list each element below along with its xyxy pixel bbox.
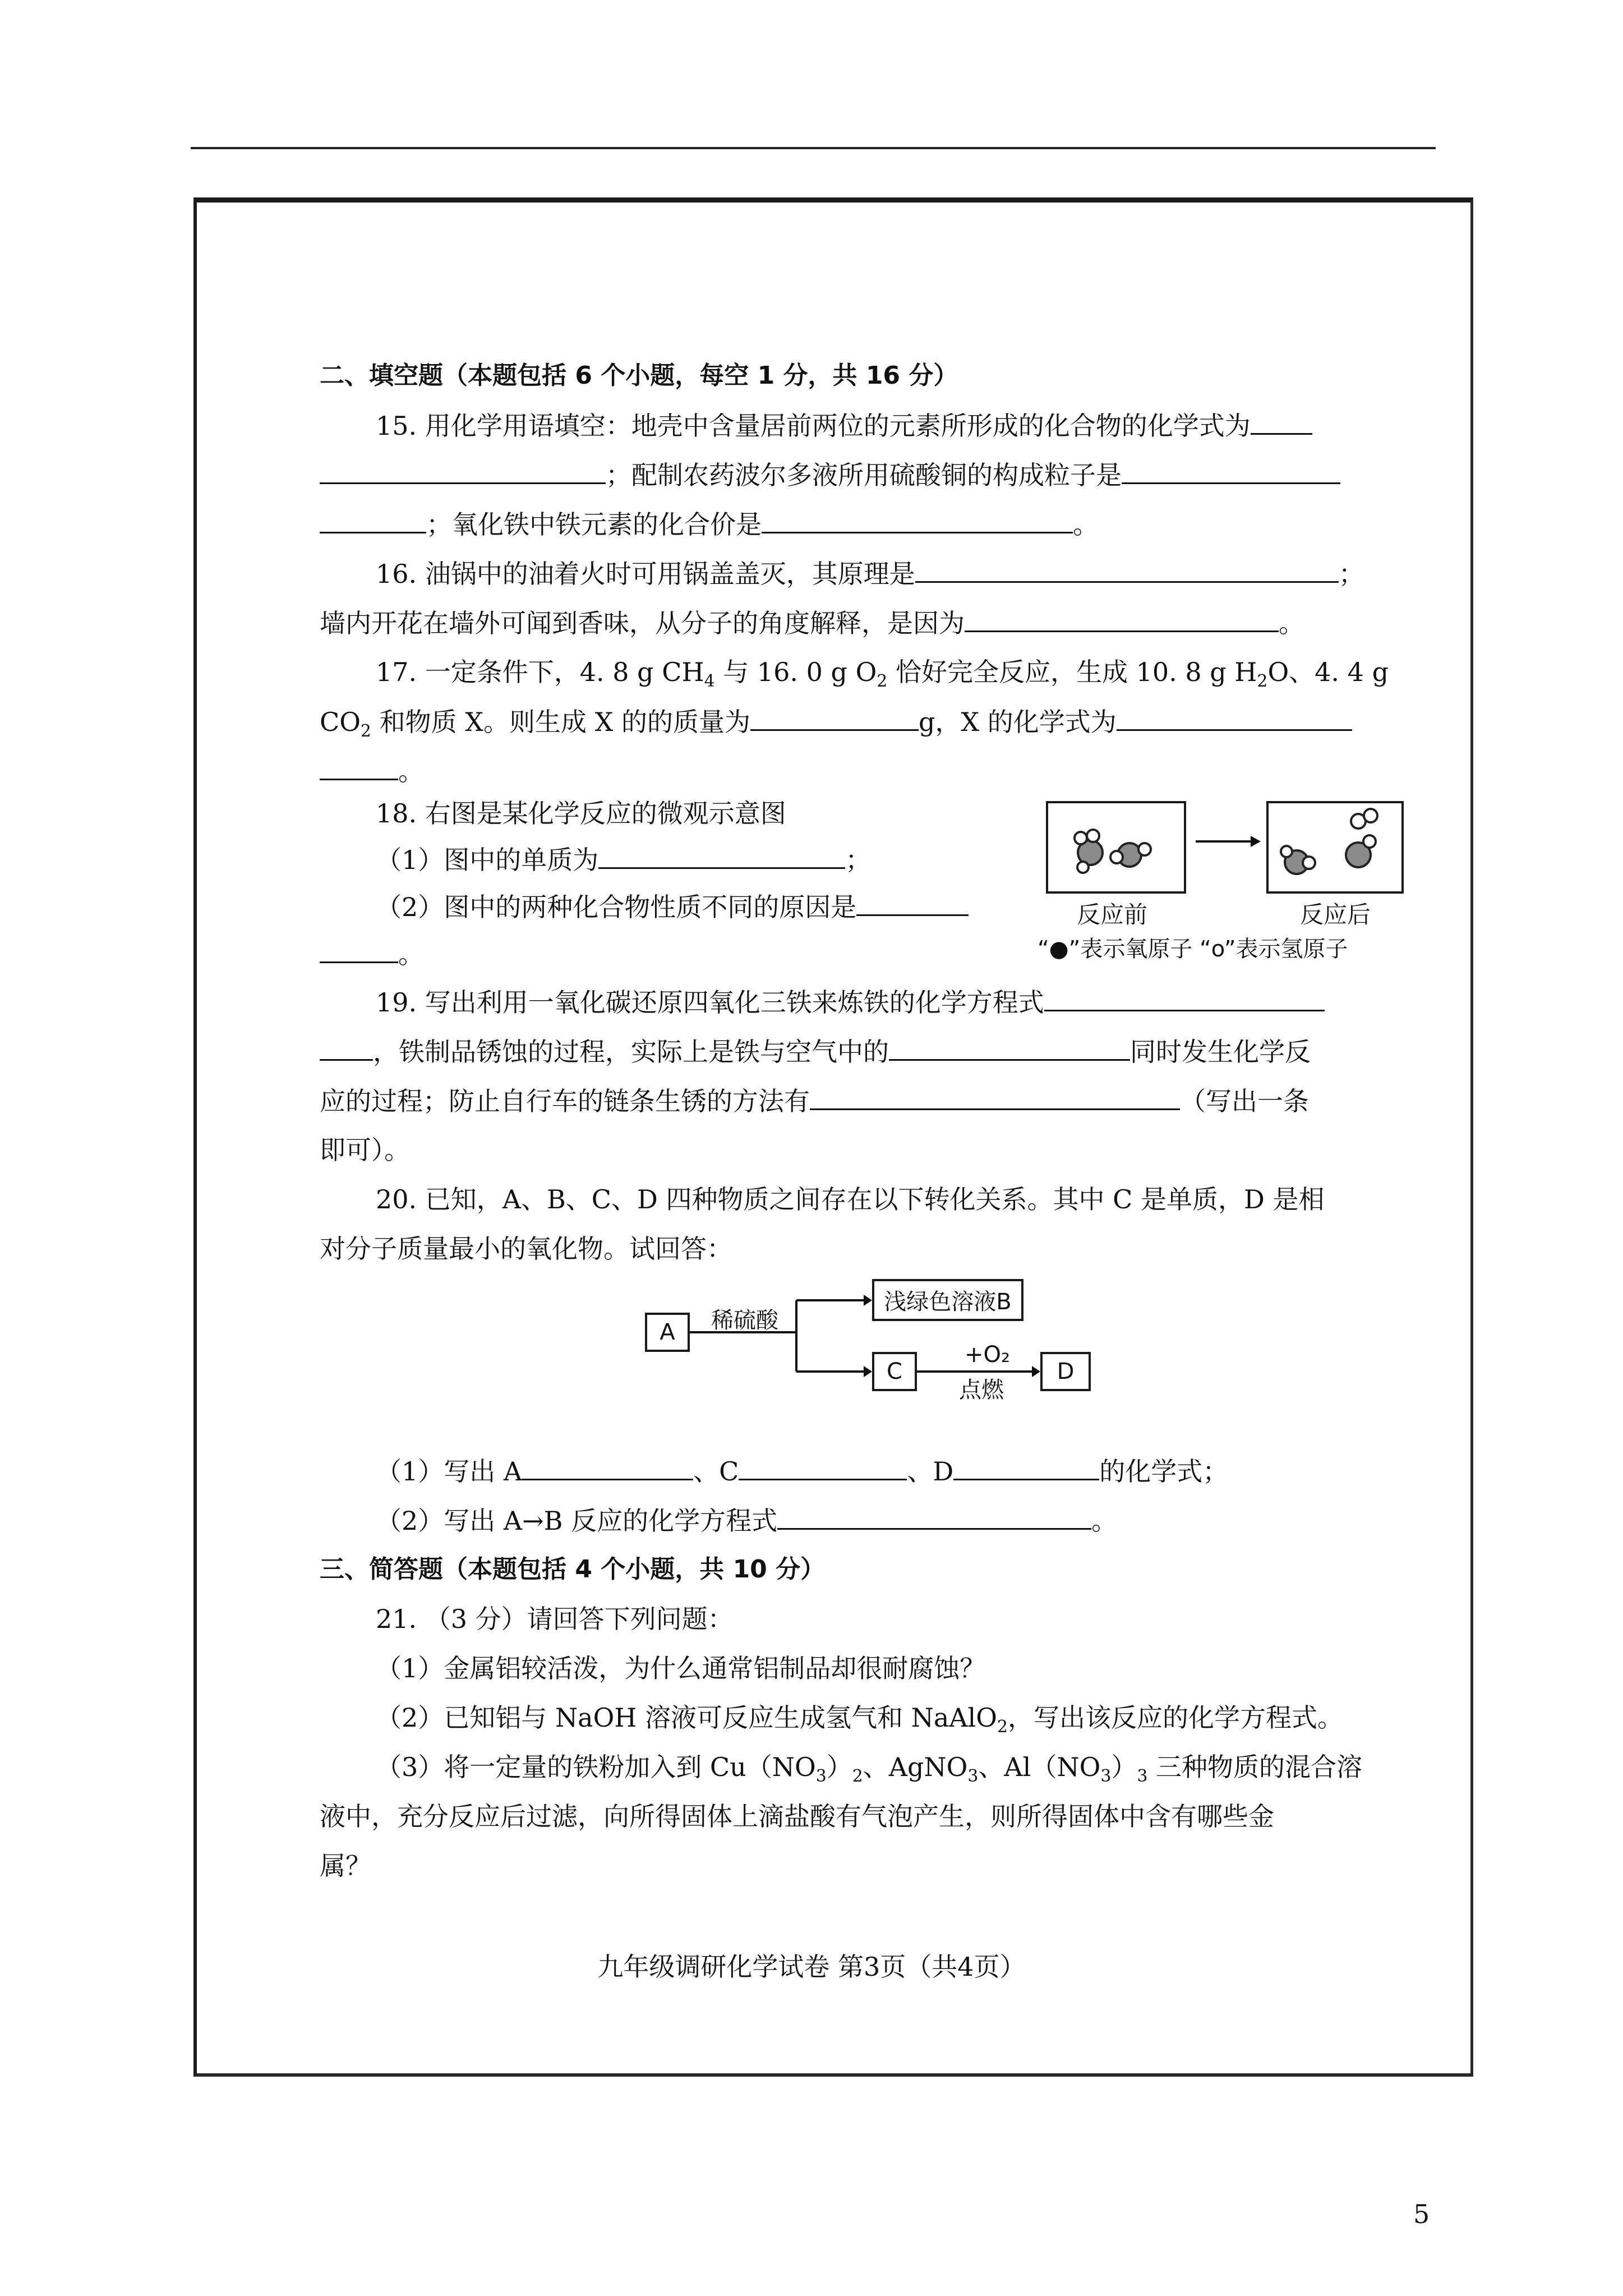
flow-label-ignite: 点燃 <box>959 1377 1004 1403</box>
top-rule <box>191 147 1436 149</box>
q19-line4: 即可）。 <box>320 1135 410 1165</box>
flow-label-acid: 稀硫酸 <box>711 1308 778 1333</box>
flow-box-c: C <box>872 1352 917 1391</box>
q19-line2: ，铁制品锈蚀的过程，实际上是铁与空气中的 同时发生化学反 <box>320 1034 1311 1069</box>
flow-label-o2: +O₂ <box>965 1342 1011 1368</box>
q21-line4: （3）将一定量的铁粉加入到 $Cu(NO_3)_2$、AgNO$_3$、$Al(NO_3)_3$ 三种物质的混合溶 <box>376 1752 1363 1787</box>
q18-line4: 。 <box>320 937 424 971</box>
flow-box-a: A <box>645 1313 690 1352</box>
q15-line2: ；配制农药波尔多液所用硫酸铜的构成粒子是 <box>320 458 1340 492</box>
q16-line2: 墙内开花在墙外可闻到香味，从分子的角度解释，是因为 。 <box>320 606 1304 640</box>
before-caption: 反应前 <box>1077 901 1148 928</box>
q15-line3: ；氧化铁中铁元素的化合价是 。 <box>320 507 1099 541</box>
q21-line3: （2）已知铝与 NaOH 溶液可反应生成氢气和 NaAlO$_2$，写出该反应的化学方程式。 <box>376 1703 1343 1737</box>
section2-title: 二、填空题（本题包括 6 个小题，每空 1 分，共 16 分） <box>320 361 958 390</box>
q18-line2: （1）图中的单质为 ； <box>376 843 871 877</box>
after-caption: 反应后 <box>1300 901 1371 928</box>
after-molecules <box>1269 803 1401 891</box>
q16-line1: 16. 油锅中的油着火时可用锅盖盖灭，其原理是 ； <box>376 556 1364 591</box>
q17-line1: 17. 一定条件下，4. 8 g $CH_4$ 与 16. 0 g $O_2$ 恰好完全反应，生成 10. 8 g $H_2O$、4. 4 g <box>376 657 1389 692</box>
page-number: 5 <box>1413 2199 1430 2229</box>
flow-arrows <box>687 1273 1046 1402</box>
q21-line6: 属？ <box>320 1851 371 1881</box>
q19-line3: 应的过程；防止自行车的链条生锈的方法有 （写出一条 <box>320 1084 1309 1118</box>
page-footer: 九年级调研化学试卷 第3页（共4页） <box>597 1952 1026 1982</box>
atom-legend: “●”表示氧原子 “o”表示氢原子 <box>1038 936 1348 962</box>
q20-line2: 对分子质量最小的氧化物。试回答： <box>320 1234 732 1264</box>
q18-line3: （2）图中的两种化合物性质不同的原因是 <box>376 890 969 924</box>
q21-line2: （1）金属铝较活泼，为什么通常铝制品却很耐腐蚀？ <box>376 1653 986 1683</box>
q20-part1: （1）写出 A 、C 、D 的化学式； <box>376 1454 1228 1488</box>
before-reaction-box <box>1046 801 1186 894</box>
q17-line3: 。 <box>320 754 424 788</box>
flow-box-d: D <box>1040 1352 1091 1391</box>
q17-line2: $CO_2$ 和物质 X。则生成 X 的的质量为 g，X 的化学式为 <box>320 705 1352 748</box>
q21-line1: 21. （3 分）请回答下列问题： <box>376 1604 734 1634</box>
before-molecules <box>1048 803 1184 891</box>
q20-line1: 20. 已知，A、B、C、D 四种物质之间存在以下转化关系。其中 C 是单质，D 是相 <box>376 1184 1325 1214</box>
q19-line1: 19. 写出利用一氧化碳还原四氧化三铁来炼铁的化学方程式 <box>376 985 1325 1019</box>
q20-part2: （2）写出 A→B 反应的化学方程式 。 <box>376 1503 1117 1538</box>
reaction-arrow <box>1195 830 1262 853</box>
flow-box-b: 浅绿色溶液B <box>872 1279 1023 1321</box>
q15-line1: 15. 用化学用语填空：地壳中含量居前两位的元素所形成的化合物的化学式为 <box>376 408 1312 443</box>
section3-title: 三、简答题（本题包括 4 个小题，共 10 分） <box>320 1555 826 1584</box>
after-reaction-box <box>1266 801 1404 894</box>
q18-line1: 18. 右图是某化学反应的微观示意图 <box>376 798 786 829</box>
q21-line5: 液中，充分反应后过滤，向所得固体上滴盐酸有气泡产生，则所得固体中含有哪些金 <box>320 1801 1274 1832</box>
